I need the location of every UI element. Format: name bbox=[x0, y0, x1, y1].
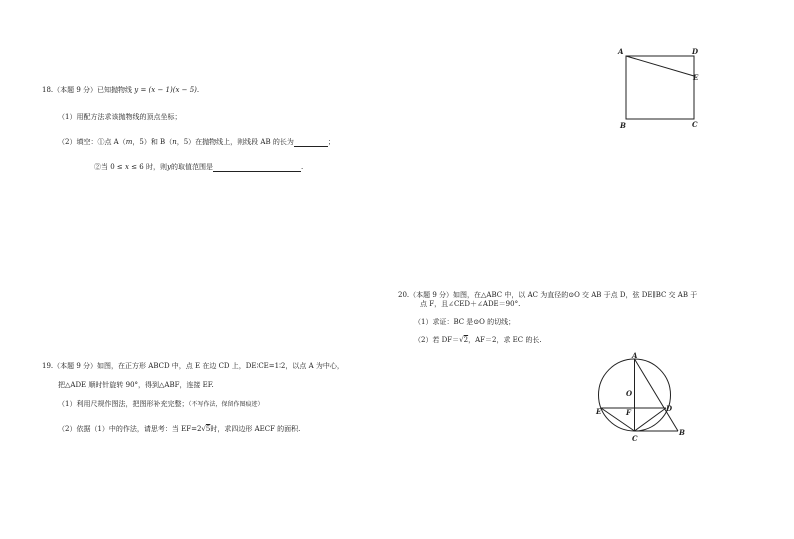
label-c: C bbox=[632, 434, 638, 443]
label-d: D bbox=[666, 404, 673, 413]
q20-part1: （1）求证：BC 是⊙O 的切线； bbox=[414, 318, 516, 326]
q19-part1: （1）利用尺规作图法，把图形补充完整；（不写作法，保留作图痕迹） bbox=[58, 400, 264, 408]
segment-ab bbox=[635, 359, 679, 431]
q19-stem-line1: 19.（本题 9 分）如图，在正方形 ABCD 中，点 E 在边 CD 上，DE∶CE=1∶2，以点 A 为中心， bbox=[42, 362, 344, 370]
label-o: O bbox=[626, 389, 633, 398]
q20-stem-line1: 20.（本题 9 分）如图，在△ABC 中，以 AC 为直径的⊙O 交 AB 于点 D，弦 DE∥BC 交 AB 于 bbox=[398, 291, 698, 299]
label-f: F bbox=[626, 408, 631, 417]
label-b: B bbox=[620, 121, 626, 130]
label-e: E bbox=[596, 407, 602, 416]
q18-part3: ②当 0 ≤ x ≤ 6 时，则y的取值范围是 . bbox=[94, 163, 304, 171]
label-e: E bbox=[693, 73, 699, 82]
q18-formula: y = (x − 1)(x − 5) bbox=[134, 86, 197, 94]
q20-stem-line2: 点 F，且∠CED＋∠ADE＝90°. bbox=[420, 300, 521, 308]
q19-stem-line2: 把△ADE 顺时针旋转 90°，得到△ABF，连接 EF. bbox=[58, 381, 214, 389]
label-d: D bbox=[692, 47, 699, 56]
q18-stem: 18.（本题 9 分）已知抛物线 y = (x − 1)(x − 5). bbox=[42, 86, 200, 94]
q20-part2: （2）若 DF＝√2，AF＝2，求 EC 的长. bbox=[414, 336, 542, 344]
q18-part1: （1）用配方法求该抛物线的顶点坐标； bbox=[58, 113, 182, 121]
label-a: A bbox=[632, 351, 638, 360]
label-a: A bbox=[618, 47, 624, 56]
q19-part2: （2）依据（1）中的作法，请思考：当 EF=2√5时，求四边形 AECF 的面积. bbox=[58, 425, 301, 433]
label-c: C bbox=[692, 120, 698, 129]
q18-part2: （2）填空：①点 A（m，5）和 B（n，5）在抛物线上，则线段 AB 的长为 ； bbox=[58, 138, 335, 146]
label-b: B bbox=[679, 428, 685, 437]
